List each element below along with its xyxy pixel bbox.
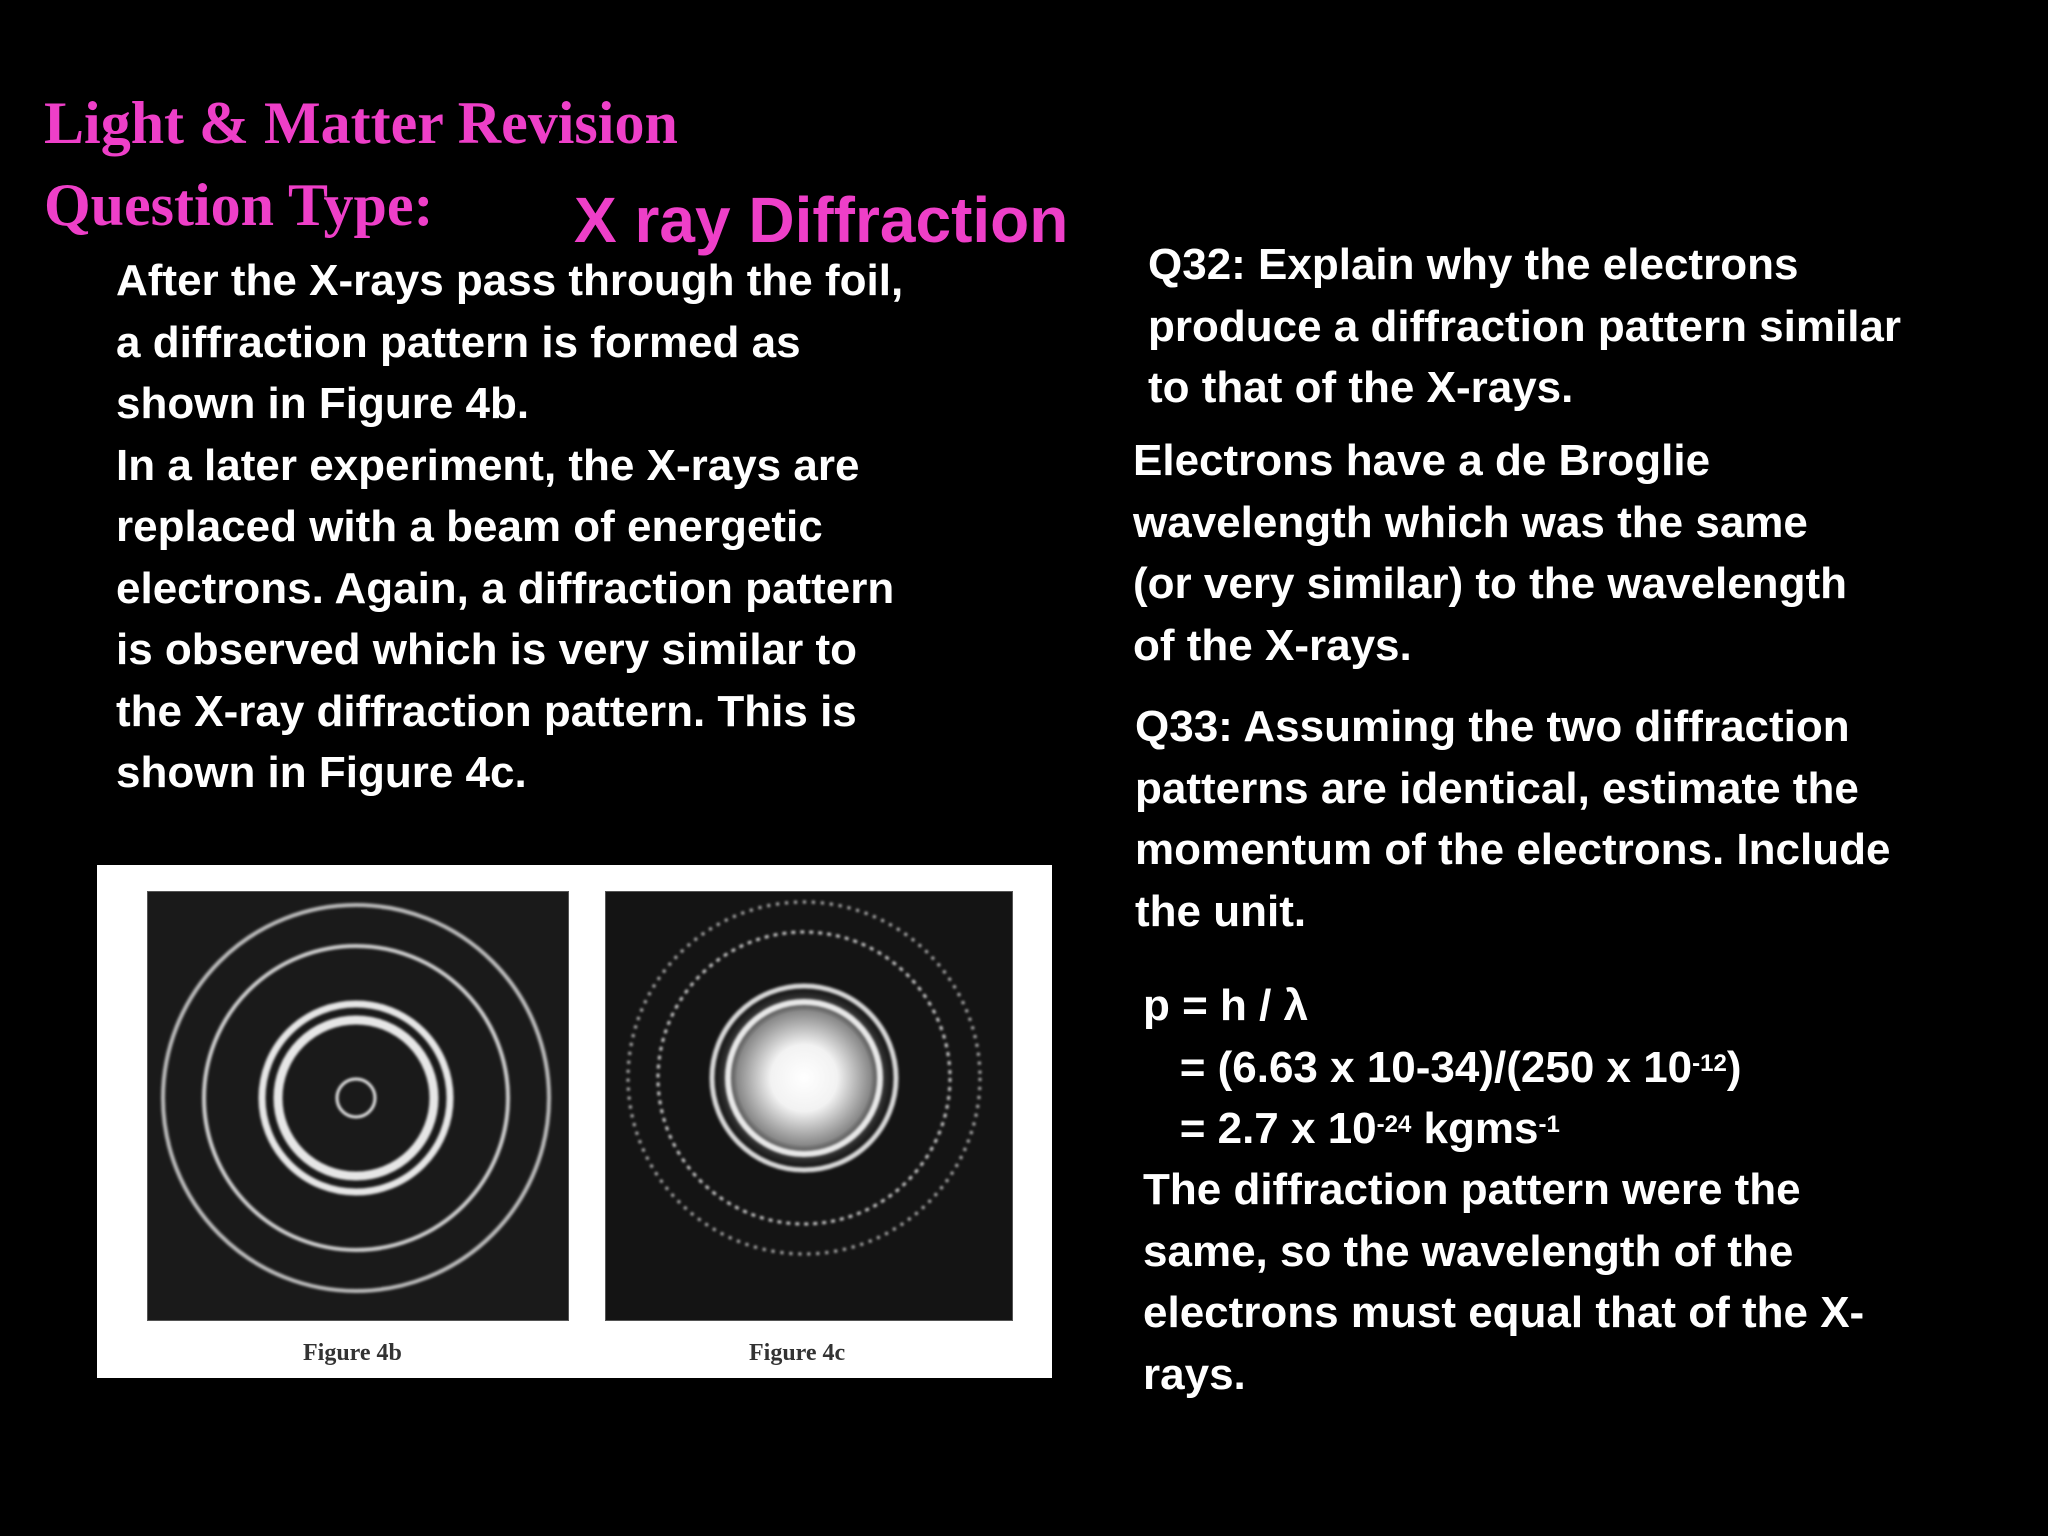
intro-line: replaced with a beam of energetic	[116, 502, 823, 551]
formula-text: )	[1726, 1042, 1742, 1092]
formula-exponent: -24	[1376, 1111, 1412, 1138]
momentum-formula	[1143, 975, 1742, 1160]
q32-answer-line: (or very similar) to the wavelength	[1133, 559, 1847, 608]
intro-line: shown in Figure 4c.	[116, 748, 527, 797]
intro-line: electrons. Again, a diffraction pattern	[116, 563, 895, 613]
formula-line3	[1143, 1098, 1742, 1160]
q32-question	[1148, 234, 1901, 419]
q33-answer-line: same, so the wavelength of the	[1143, 1226, 1794, 1276]
q33-answer-line: rays.	[1143, 1349, 1246, 1399]
figure-4c-caption: Figure 4c	[749, 1340, 846, 1366]
q33-question-line: the unit.	[1135, 886, 1307, 936]
q32-question-line: to that of the X-rays.	[1148, 363, 1574, 412]
xray-rings-image	[148, 892, 568, 1320]
intro-line: a diffraction pattern is formed as	[116, 317, 801, 367]
title-line2: Question Type:	[44, 172, 434, 238]
formula-exponent: -12	[1692, 1049, 1727, 1077]
figure-4b-caption: Figure 4b	[303, 1340, 402, 1366]
q33-question-line: Q33: Assuming the two diffraction	[1135, 702, 1850, 751]
q32-answer-line: Electrons have a de Broglie	[1133, 436, 1711, 485]
figure-4b-xray-pattern	[147, 891, 569, 1321]
q33-answer-line: electrons must equal that of the X-	[1143, 1288, 1865, 1337]
q32-answer	[1133, 430, 1847, 676]
intro-line: the X-ray diffraction pattern. This is	[116, 686, 857, 736]
q33-answer	[1143, 1159, 1864, 1405]
formula-unit: kgms	[1411, 1104, 1539, 1153]
intro-line: shown in Figure 4b.	[116, 379, 530, 428]
q33-question-line: momentum of the electrons. Include	[1135, 825, 1891, 874]
title-topic: X ray Diffraction	[574, 184, 1069, 256]
intro-line: is observed which is very similar to	[116, 625, 857, 674]
q32-question-line: produce a diffraction pattern similar	[1148, 301, 1902, 351]
q32-answer-line: of the X-rays.	[1133, 620, 1412, 670]
diffraction-figure	[97, 865, 1052, 1378]
intro-text	[116, 250, 903, 804]
q33-answer-line: The diffraction pattern were the	[1143, 1165, 1801, 1214]
q32-answer-line: wavelength which was the same	[1133, 497, 1808, 547]
figure-4c-electron-pattern	[605, 891, 1013, 1321]
intro-line: After the X-rays pass through the foil,	[116, 256, 904, 305]
formula-text: = (6.63 x 10-34)/(250 x 10	[1179, 1042, 1693, 1092]
intro-line: In a later experiment, the X-rays are	[116, 440, 860, 490]
formula-line2	[1143, 1037, 1742, 1099]
electron-rings-image	[606, 892, 1012, 1320]
formula-exponent: -1	[1538, 1111, 1560, 1138]
title-line1: Light & Matter Revision	[44, 90, 678, 156]
q32-question-line: Q32: Explain why the electrons	[1148, 240, 1799, 289]
q33-question	[1135, 696, 1890, 942]
q33-question-line: patterns are identical, estimate the	[1135, 763, 1859, 813]
formula-line1	[1143, 975, 1742, 1037]
formula-text: = 2.7 x 10	[1179, 1104, 1377, 1153]
formula-text: p = h / λ	[1143, 981, 1309, 1030]
